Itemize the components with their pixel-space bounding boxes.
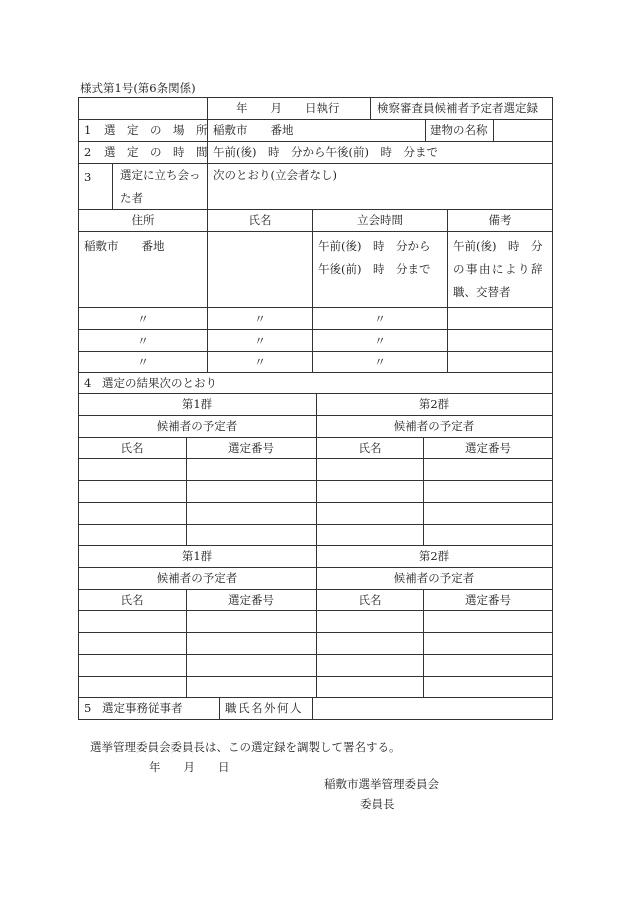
row5-number: 5	[84, 701, 92, 715]
row1-number: 1	[84, 123, 92, 137]
group2-name-col: 氏名	[358, 441, 382, 455]
table-line	[78, 97, 79, 720]
row4-number: 4	[84, 376, 92, 390]
ditto-mark: 〃	[137, 355, 149, 369]
footer-date: 年 月 日	[149, 760, 230, 774]
group2-name-col: 氏名	[358, 593, 382, 607]
row2-number: 2	[84, 145, 92, 159]
row1-label: 選 定 の 場 所	[104, 123, 208, 137]
table-line	[423, 589, 424, 697]
table-line	[370, 97, 371, 119]
footer-statement: 選挙管理委員会委員長は、この選定録を調製して署名する。	[90, 740, 401, 754]
ditto-mark: 〃	[254, 334, 266, 348]
witness-header-time: 立会時間	[357, 213, 403, 227]
group2-title: 第2群	[418, 549, 450, 563]
witness-time-line2: 午後(前) 時 分まで	[318, 262, 431, 276]
group1-candidates: 候補者の予定者	[156, 571, 238, 585]
selection-time: 午前(後) 時 分から午後(前) 時 分まで	[213, 145, 438, 159]
group2-candidates: 候補者の予定者	[393, 419, 475, 433]
table-line	[552, 97, 553, 720]
witness-time-line1: 午前(後) 時 分から	[318, 239, 431, 253]
table-line	[312, 697, 313, 719]
ditto-mark: 〃	[137, 312, 149, 326]
group1-name-col: 氏名	[120, 441, 144, 455]
table-line	[78, 307, 553, 308]
row3-label-line2: た者	[120, 191, 143, 205]
execution-date: 年 月 日執行	[236, 101, 340, 115]
witness-remark-line3: 職、交替者	[453, 285, 511, 299]
table-line	[78, 351, 553, 352]
ditto-mark: 〃	[137, 334, 149, 348]
table-line	[447, 209, 448, 372]
selection-place: 稲敷市 番地	[213, 123, 294, 137]
table-line	[78, 329, 553, 330]
table-line	[78, 719, 553, 720]
witness-header-name: 氏名	[248, 213, 272, 227]
witness-header-address: 住所	[131, 213, 155, 227]
table-line	[78, 163, 553, 164]
table-line	[78, 372, 553, 373]
table-line	[316, 393, 317, 545]
ditto-mark: 〃	[254, 355, 266, 369]
group1-number-col: 選定番号	[228, 441, 274, 455]
chair-title: 委員長	[360, 797, 395, 811]
group1-title: 第1群	[181, 397, 213, 411]
ditto-mark: 〃	[374, 355, 386, 369]
table-line	[219, 697, 220, 719]
row3-label-line1: 選定に立ち会っ	[120, 168, 201, 182]
row5-label: 選定事務従事者	[102, 701, 183, 715]
table-line	[78, 141, 553, 142]
row2-label: 選 定 の 時 間	[104, 145, 208, 159]
witness-note: 次のとおり(立会者なし)	[213, 168, 337, 182]
group1-title: 第1群	[181, 549, 213, 563]
building-name-label: 建物の名称	[430, 123, 488, 137]
table-line	[78, 119, 553, 120]
witness-remark-line2: の事由により辞	[453, 262, 544, 276]
table-line	[316, 545, 317, 697]
table-line	[78, 97, 553, 98]
form-title: 様式第1号(第6条関係)	[80, 81, 196, 95]
record-title: 検察審査員候補者予定者選定録	[377, 101, 538, 115]
table-line	[493, 119, 494, 141]
table-line	[425, 119, 426, 141]
table-line	[186, 589, 187, 697]
witness-address: 稲敷市 番地	[84, 239, 165, 253]
row4-label: 選定の結果次のとおり	[102, 376, 217, 390]
group1-number-col: 選定番号	[228, 593, 274, 607]
table-line	[207, 209, 208, 372]
ditto-mark: 〃	[254, 312, 266, 326]
table-line	[78, 209, 553, 210]
witness-header-remarks: 備考	[488, 213, 512, 227]
group2-number-col: 選定番号	[465, 441, 511, 455]
witness-remark-line1: 午前(後) 時 分	[453, 239, 543, 253]
table-line	[78, 231, 553, 232]
table-line	[78, 697, 553, 698]
table-line	[112, 163, 113, 209]
group2-number-col: 選定番号	[465, 593, 511, 607]
group2-candidates: 候補者の予定者	[393, 571, 475, 585]
ditto-mark: 〃	[374, 312, 386, 326]
group2-title: 第2群	[418, 397, 450, 411]
duty-label: 職氏名外何人	[225, 701, 303, 715]
ditto-mark: 〃	[374, 334, 386, 348]
table-line	[186, 437, 187, 545]
row3-number: 3	[84, 170, 92, 184]
group1-name-col: 氏名	[120, 593, 144, 607]
table-line	[312, 209, 313, 372]
table-line	[423, 437, 424, 545]
committee-name: 稲敷市選挙管理委員会	[324, 777, 439, 791]
group1-candidates: 候補者の予定者	[156, 419, 238, 433]
